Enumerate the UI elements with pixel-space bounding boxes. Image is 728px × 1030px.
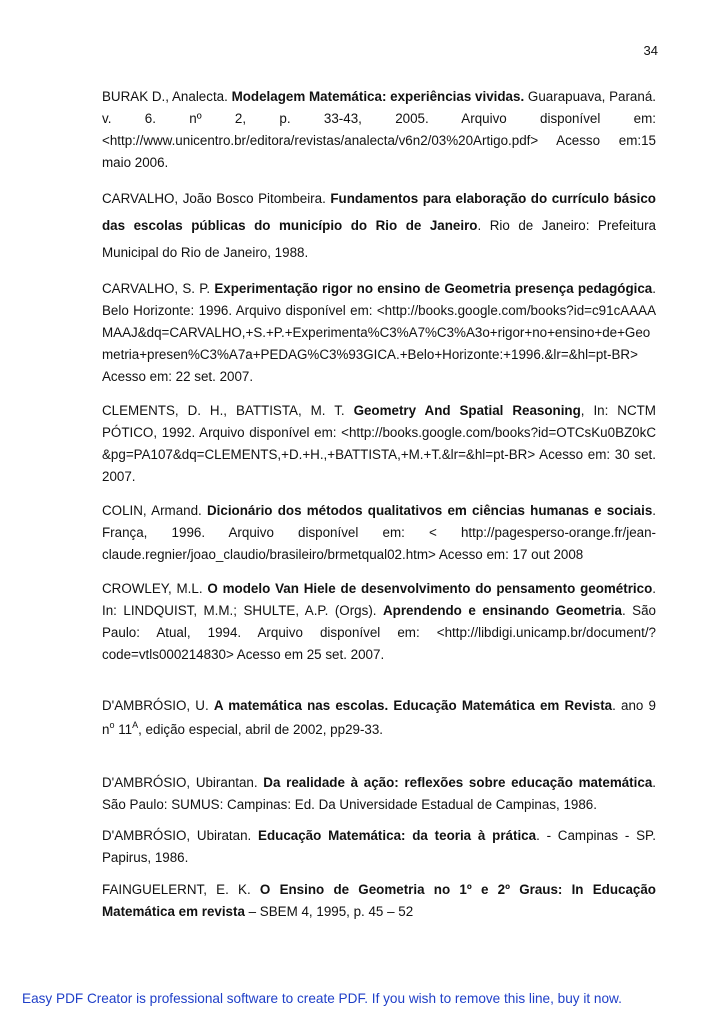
reference-title: Modelagem Matemática: experiências vividas. [231, 89, 525, 104]
reference-dambrosio-ubirantan [102, 772, 656, 816]
reference-title: Educação Matemática: da teoria à prática [258, 828, 537, 843]
reference-author: D'AMBRÓSIO, U. [102, 698, 214, 713]
reference-title: Dicionário dos métodos qualitativos em ciências humanas e sociais [207, 503, 653, 518]
reference-details-2: . São Paulo: Atual, 1994. Arquivo disponível em: <http://libdigi.unicamp.br/document/?code=vtls000214830> [102, 603, 657, 662]
reference-details: . Rio de Janeiro: Prefeitura Municipal do Rio de Janeiro, 1988. [102, 218, 656, 260]
reference-list [102, 86, 656, 939]
reference-crowley [102, 578, 656, 666]
reference-author: BURAK D., Analecta. [102, 89, 232, 104]
reference-title: O Ensino de Geometria no 1º e 2º Graus: In Educação Matemática em revista [102, 882, 656, 919]
reference-access: Acesso em:15 maio 2006. [102, 133, 656, 170]
reference-author: COLIN, Armand. [102, 503, 207, 518]
reference-access: Acesso em: 22 set. 2007. [102, 369, 254, 384]
pdf-creator-notice: Easy PDF Creator is professional software to create PDF. If you wish to remove this line, buy it now. [22, 991, 622, 1006]
reference-carvalho-joao [102, 185, 656, 266]
reference-details: . In: LINDQUIST, M.M.; SHULTE, A.P. (Orgs). [102, 581, 656, 618]
reference-url: <http://www.unicentro.br/editora/revistas/analecta/v6n2/03%20Artigo.pdf> [102, 133, 539, 148]
reference-url: <http://books.google.com/books?id=OTCsKu0BZ0kC&pg=PA107&dq=CLEMENTS,+D.+H.,+BATTISTA,+M.+T.&lr=&hl=pt-BR> [102, 425, 656, 462]
reference-access: Acesso em: 30 set. 2007. [102, 447, 656, 484]
reference-author: FAINGUELERNT, E. K. [102, 882, 260, 897]
reference-details-2: 11 [114, 722, 133, 737]
reference-title: O modelo Van Hiele de desenvolvimento do pensamento geométrico [207, 581, 653, 596]
reference-title: Fundamentos para elaboração do currículo básico das escolas públicas do município do Rio de Janeiro [102, 191, 656, 233]
reference-access: Acesso em: 17 out 2008 [435, 547, 584, 562]
reference-dambrosio-ubiratan [102, 825, 656, 869]
reference-carvalho-sp [102, 278, 656, 388]
reference-details: – SBEM 4, 1995, p. 45 – 52 [244, 904, 414, 919]
reference-url: <http://books.google.com/books?id=c91cAAAAMAAJ&dq=CARVALHO,+S.+P.+Experimenta%C3%A7%C3%A3o+rigor+no+ensino+de+Geometria+presen%C3%A7a+PEDAG%C3%93GICA.+Belo+Horizonte:+1996.&lr=&hl=pt-BR> [102, 303, 656, 362]
reference-superscript: o [109, 720, 115, 730]
reference-author: CARVALHO, S. P. [102, 281, 215, 296]
reference-author: D'AMBRÓSIO, Ubirantan. [102, 775, 264, 790]
reference-superscript: A [132, 720, 139, 730]
reference-details: . Belo Horizonte: 1996. Arquivo disponível em: [102, 281, 656, 318]
reference-details: . França, 1996. Arquivo disponível em: < http://pagesperso-orange.fr/jean-claude.regnier/joao_claudio/brasileiro/brmetqual02.htm> [102, 503, 657, 562]
reference-clements [102, 400, 656, 488]
reference-fainguelernt [102, 879, 656, 923]
reference-dambrosio-u [102, 694, 656, 742]
reference-title: Da realidade à ação: reflexões sobre educação matemática [263, 775, 653, 790]
reference-title: Geometry And Spatial Reasoning [353, 403, 581, 418]
reference-author: CLEMENTS, D. H., BATTISTA, M. T. [102, 403, 354, 418]
reference-details: Guarapuava, Paraná. v. 6. nº 2, p. 33-43, 2005. Arquivo disponível em: [102, 89, 656, 126]
page-number: 34 [643, 43, 658, 58]
reference-author: CARVALHO, João Bosco Pitombeira. [102, 191, 331, 206]
reference-book-title: Aprendendo e ensinando Geometria [383, 603, 622, 618]
reference-burak [102, 86, 656, 174]
reference-details: . São Paulo: SUMUS: Campinas: Ed. Da Universidade Estadual de Campinas, 1986. [102, 775, 656, 812]
reference-title: Experimentação rigor no ensino de Geometria presença pedagógica [214, 281, 653, 296]
reference-access: Acesso em 25 set. 2007. [233, 647, 385, 662]
reference-details: , In: NCTM PÓTICO, 1992. Arquivo disponível em: [102, 403, 656, 440]
reference-details: . ano 9 n [102, 698, 656, 737]
reference-author: D'AMBRÓSIO, Ubiratan. [102, 828, 259, 843]
reference-author: CROWLEY, M.L. [102, 581, 208, 596]
reference-details-3: , edição especial, abril de 2002, pp29-33. [138, 722, 384, 737]
reference-details: . - Campinas - SP. Papirus, 1986. [102, 828, 656, 865]
reference-colin [102, 500, 656, 566]
reference-title: A matemática nas escolas. Educação Matemática em Revista [213, 698, 613, 713]
